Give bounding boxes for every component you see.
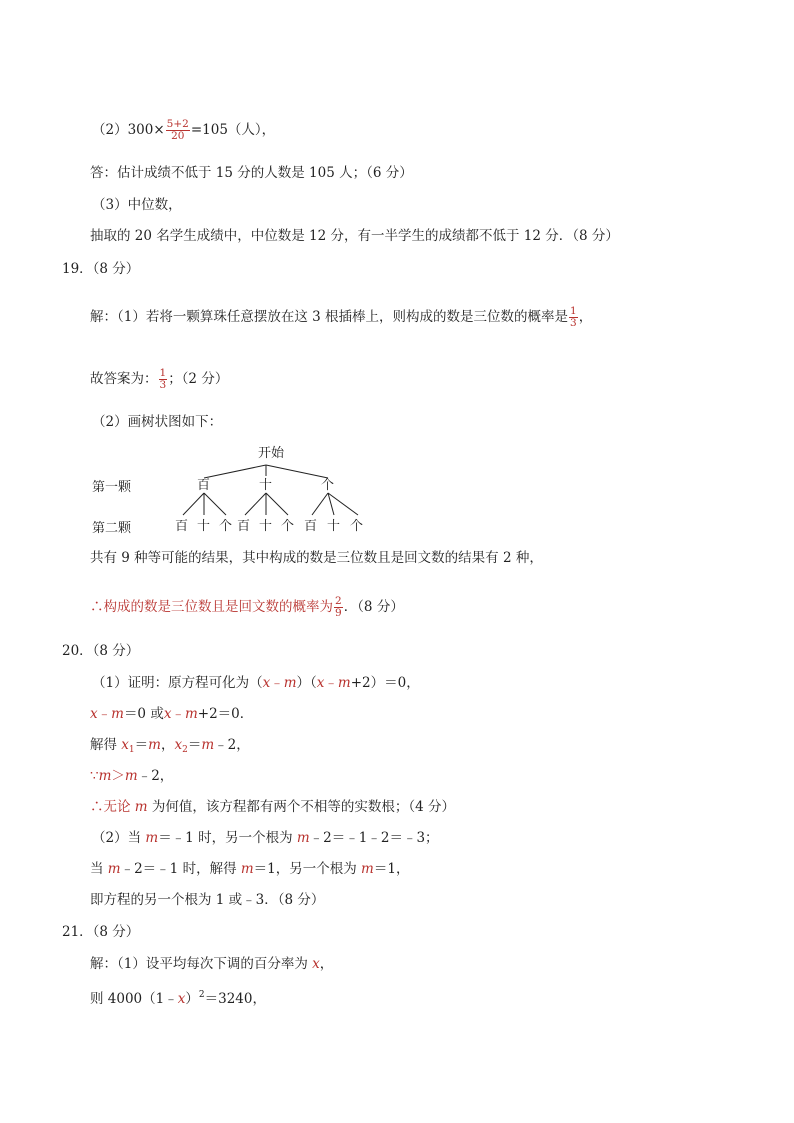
part3-title: （3）中位数， bbox=[92, 197, 182, 213]
edge-2-3 bbox=[266, 493, 288, 515]
tree-root: 开始 bbox=[258, 446, 285, 461]
q20-header: 20．（8 分） bbox=[62, 643, 140, 659]
tree-node-l2: 个 bbox=[281, 519, 295, 534]
edge-3-3 bbox=[328, 493, 358, 515]
edge-root-1 bbox=[204, 465, 266, 478]
tree-node-l2: 百 bbox=[175, 519, 189, 534]
q21-header: 21．（8 分） bbox=[62, 924, 140, 940]
estimate-answer: 答：估计成绩不低于 15 分的人数是 105 人；（6 分） bbox=[90, 165, 413, 181]
part2-calculation: （2）300× $\frac{5+2}{20}$ =105（人）， bbox=[92, 118, 276, 142]
q19-answer-1: 故答案为： $\frac{1}{3}$ ；（2 分） bbox=[90, 367, 229, 391]
q20-line-2: x﹣m＝0 或x﹣m+2＝0． bbox=[90, 706, 254, 722]
tree-diagram bbox=[170, 443, 390, 539]
tree-node-l2: 十 bbox=[327, 519, 341, 534]
q19-solution-1: 解：（1）若将一颗算珠任意摆放在这 3 根插棒上，则构成的数是三位数的概率是 $\frac{1}{3}$ ， bbox=[90, 305, 593, 329]
fraction: $\frac{1}{3}$ bbox=[159, 367, 167, 391]
q19-tree-intro: （2）画树状图如下： bbox=[92, 414, 223, 430]
edge-1-3 bbox=[204, 493, 226, 515]
q20-line-7: 当 m﹣2＝﹣1 时，解得 m＝1，另一个根为 m＝1， bbox=[90, 861, 410, 877]
q20-line-6: （2）当 m＝﹣1 时，另一个根为 m﹣2＝﹣1﹣2＝﹣3； bbox=[92, 830, 439, 846]
fraction: $\frac{1}{3}$ bbox=[570, 305, 577, 329]
q20-line-8: 即方程的另一个根为 1 或﹣3．（8 分） bbox=[90, 892, 325, 908]
q19-header: 19．（8 分） bbox=[62, 261, 140, 277]
tree-level1-label: 第一颗 bbox=[92, 480, 132, 495]
tree-node-l1: 十 bbox=[259, 478, 273, 493]
edge-2-1 bbox=[245, 493, 266, 515]
fraction: $\frac{5+2}{20}$ bbox=[166, 118, 189, 142]
q20-line-1: （1）证明：原方程可化为（x﹣m）（x﹣m+2）＝0， bbox=[92, 675, 420, 691]
tree-node-l2: 百 bbox=[304, 519, 318, 534]
q19-probability: ∴构成的数是三位数且是回文数的概率为 $\frac{2}{9}$ ．（8 分） bbox=[90, 595, 404, 619]
fraction: $\frac{2}{9}$ bbox=[335, 595, 342, 619]
tree-node-l2: 十 bbox=[259, 519, 273, 534]
q20-line-4: ∵m＞m﹣2， bbox=[90, 768, 174, 784]
tree-node-l1: 个 bbox=[321, 478, 335, 493]
tree-node-l2: 个 bbox=[219, 519, 233, 534]
q21-line-2: 则 4000（1﹣x）$^2$＝3240， bbox=[90, 990, 266, 1007]
edge-root-3 bbox=[266, 465, 328, 478]
q20-line-5: ∴无论 m 为何值，该方程都有两个不相等的实数根；（4 分） bbox=[90, 799, 456, 815]
q20-line-3: 解得 $x_1=m$，$x_2=m﹣2$， bbox=[90, 737, 250, 755]
tree-node-l2: 个 bbox=[350, 519, 364, 534]
tree-node-l2: 十 bbox=[197, 519, 211, 534]
median-explanation: 抽取的 20 名学生成绩中，中位数是 12 分，有一半学生的成绩都不低于 12 分．（8 分） bbox=[90, 228, 619, 244]
q19-total-outcomes: 共有 9 种等可能的结果，其中构成的数是三位数且是回文数的结果有 2 种， bbox=[90, 550, 543, 566]
tree-node-l2: 百 bbox=[237, 519, 251, 534]
tree-level2-label: 第二颗 bbox=[92, 521, 132, 536]
q21-line-1: 解：（1）设平均每次下调的百分率为 x， bbox=[90, 956, 334, 972]
edge-1-1 bbox=[183, 493, 204, 515]
tree-node-l1: 百 bbox=[197, 478, 211, 493]
edge-3-1 bbox=[312, 493, 328, 515]
